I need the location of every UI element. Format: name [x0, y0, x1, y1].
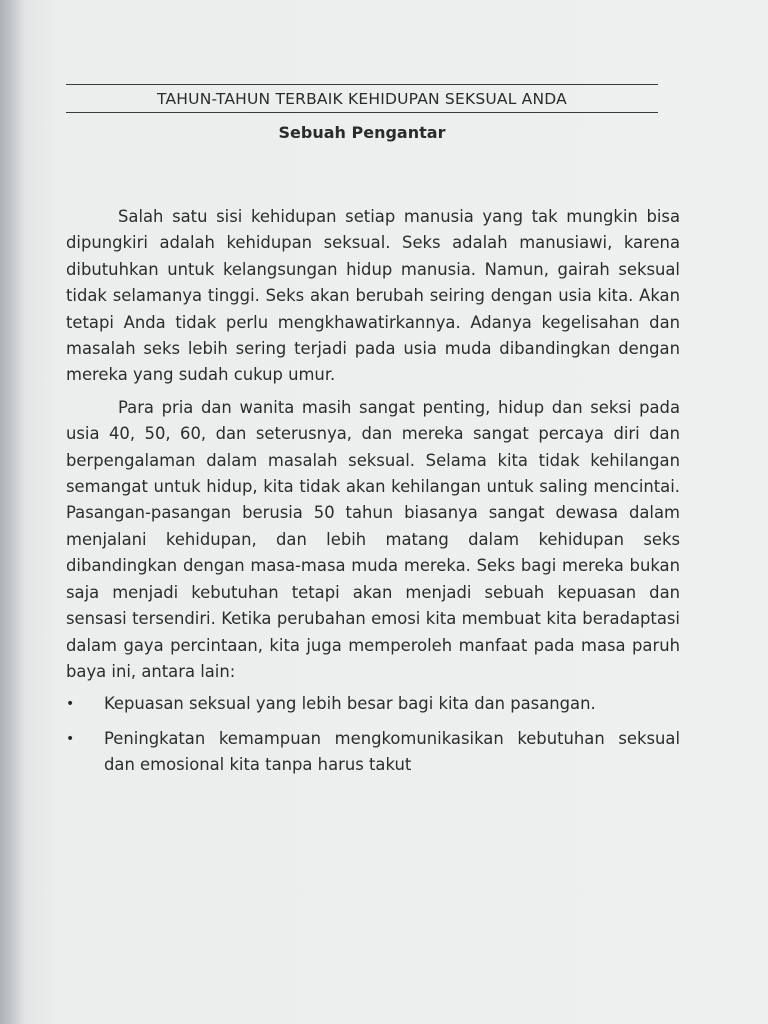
list-item-text: Kepuasan seksual yang lebih besar bagi kita dan pasangan.: [104, 694, 596, 714]
paragraph-1: Salah satu sisi kehidupan setiap manusia yang tak mungkin bisa dipungkiri adalah kehidupan seksual. Seks adalah manusiawi, karena dibutuhkan untuk kelangsungan hidup manusia. Namun, gairah seksual tidak selamanya tinggi. Seks akan berubah seiring dengan usia kita. Akan tetapi Anda tidak perlu mengkhawatirkannya. Adanya kegelisahan dan masalah seks lebih sering terjadi pada usia muda dibandingkan dengan mereka yang sudah cukup umur.: [66, 207, 680, 385]
benefits-list: [66, 691, 680, 778]
bullet-icon: •: [66, 730, 75, 747]
list-item: [66, 691, 680, 717]
body-text: [66, 204, 680, 787]
bullet-icon: •: [66, 696, 75, 713]
paragraph-2: Para pria dan wanita masih sangat penting, hidup dan seksi pada usia 40, 50, 60, dan seterusnya, dan mereka sangat percaya diri dan berpengalaman dalam masalah seksual. Selama kita tidak kehilangan semangat untuk hidup, kita tidak akan kehilangan untuk saling mencintai. Pasangan-pasangan berusia 50 tahun biasanya sangat dewasa dalam menjalani kehidupan, dan lebih matang dalam kehidupan seks dibandingkan dengan masa-masa muda mereka. Seks bagi mereka bukan saja menjadi kebutuhan tetapi akan menjadi sebuah kepuasan dan sensasi tersendiri. Ketika perubahan emosi kita membuat kita beradaptasi dalam gaya percintaan, kita juga memperoleh manfaat pada masa paruh baya ini, antara lain:: [66, 397, 680, 681]
list-item: [66, 726, 680, 779]
header-bottom-rule: [66, 112, 658, 113]
section-title: Sebuah Pengantar: [278, 123, 446, 142]
list-item-text: Peningkatan kemampuan mengkomunikasikan kebutuhan seksual dan emosional kita tanpa harus takut: [104, 728, 680, 775]
running-title: TAHUN-TAHUN TERBAIK KEHIDUPAN SEKSUAL ANDA: [157, 90, 567, 108]
spine-shadow: [0, 0, 26, 1024]
page-header: [66, 84, 686, 142]
